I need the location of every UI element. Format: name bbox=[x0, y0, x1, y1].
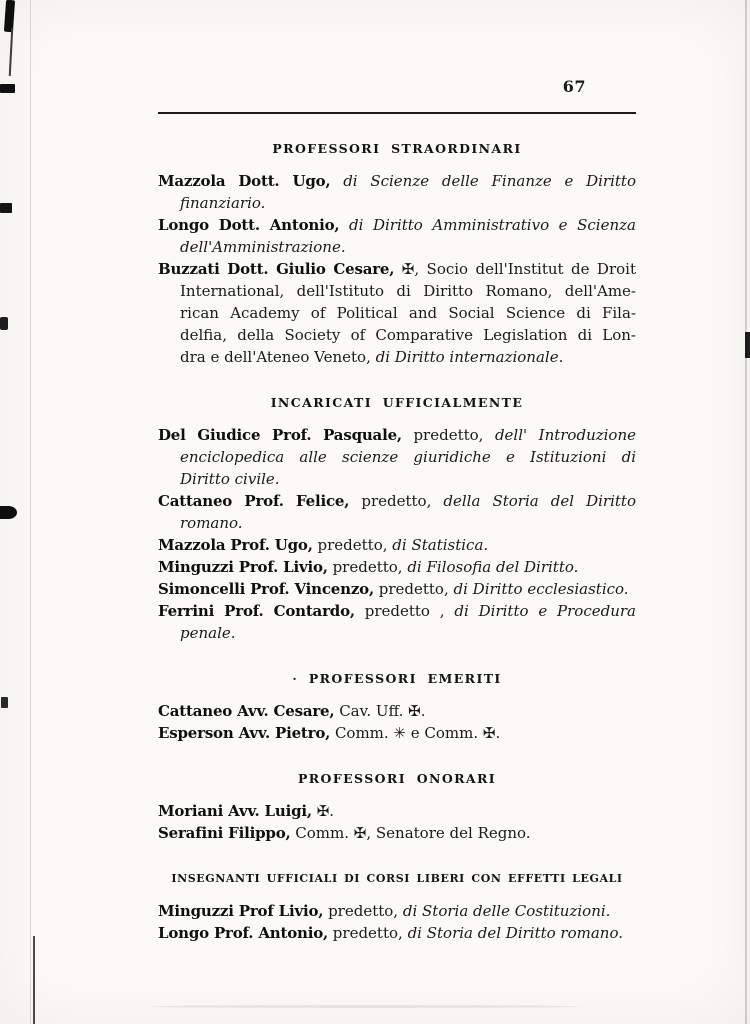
text-segment: ✠, Socio dell'Institut de Droit bbox=[394, 260, 636, 278]
margin-mark bbox=[0, 506, 17, 519]
sections bbox=[158, 141, 636, 944]
entry bbox=[158, 214, 636, 258]
entry bbox=[158, 722, 636, 744]
entry-list bbox=[158, 700, 636, 744]
text-segment: Comm. ✠, Senatore del Regno. bbox=[290, 824, 531, 842]
text-segment: Moriani Avv. Luigi, bbox=[158, 802, 312, 820]
text-segment: predetto, bbox=[312, 536, 393, 554]
ink-streak-top-left bbox=[9, 28, 14, 76]
entry bbox=[158, 600, 636, 644]
entry-line bbox=[158, 236, 636, 258]
text-segment: ✠. bbox=[311, 802, 335, 820]
entry bbox=[158, 556, 636, 578]
text-segment: Cattaneo Prof. Felice, bbox=[158, 492, 350, 510]
entry bbox=[158, 170, 636, 214]
entry-line bbox=[158, 170, 636, 192]
text-segment bbox=[330, 172, 343, 190]
text-segment: Comm. ✳ e Comm. ✠. bbox=[330, 724, 501, 742]
text-segment: delfia, della Society of Comparative Legislation di Lon- bbox=[180, 326, 636, 344]
text-segment: Longo Prof. Antonio, bbox=[158, 924, 329, 942]
text-segment: Minguzzi Prof. Livio, bbox=[158, 558, 328, 576]
section-heading: · PROFESSORI EMERITI bbox=[292, 671, 502, 686]
text-segment: Buzzati Dott. Giulio Cesare, bbox=[158, 260, 395, 278]
entry-line bbox=[158, 600, 636, 622]
entry-line bbox=[158, 922, 636, 944]
entry-line bbox=[158, 424, 636, 446]
entry-line bbox=[158, 578, 636, 600]
text-segment: Cattaneo Avv. Cesare, bbox=[158, 702, 335, 720]
margin-mark bbox=[0, 317, 8, 330]
entry-line bbox=[158, 214, 636, 236]
page-edge-line-left bbox=[30, 0, 31, 1024]
entry bbox=[158, 534, 636, 556]
entry-line bbox=[158, 490, 636, 512]
header-rule bbox=[158, 112, 636, 114]
text-segment: predetto, bbox=[401, 426, 495, 444]
section-heading: PROFESSORI ONORARI bbox=[297, 771, 497, 786]
text-segment: Esperson Avv. Pietro, bbox=[158, 724, 331, 742]
entry bbox=[158, 578, 636, 600]
text-segment: predetto, bbox=[349, 492, 444, 510]
entry-line bbox=[158, 468, 636, 490]
text-segment: di Storia delle Costituzioni. bbox=[402, 902, 611, 920]
page-number: 67 bbox=[562, 77, 586, 96]
entry-list bbox=[158, 900, 636, 944]
text-segment: dra e dell'Ateneo Veneto, bbox=[180, 348, 376, 366]
entry bbox=[158, 800, 636, 822]
entry-line bbox=[158, 302, 636, 324]
text-segment: dell'Amministrazione. bbox=[180, 238, 346, 256]
entry-line bbox=[158, 512, 636, 534]
page-edge-line-right bbox=[745, 0, 747, 1024]
entry-line bbox=[158, 534, 636, 556]
entry-list bbox=[158, 424, 636, 644]
entry bbox=[158, 822, 636, 844]
scan-smudge-bottom bbox=[150, 1005, 580, 1008]
text-segment bbox=[339, 216, 349, 234]
text-segment: penale. bbox=[180, 624, 236, 642]
entry-list bbox=[158, 170, 636, 368]
entry bbox=[158, 258, 636, 368]
text-segment: di Diritto e Procedura bbox=[454, 602, 636, 620]
text-segment: predetto, bbox=[328, 924, 408, 942]
text-segment: dell' Introduzione bbox=[494, 426, 636, 444]
text-segment: Minguzzi Prof Livio, bbox=[158, 902, 324, 920]
entry bbox=[158, 700, 636, 722]
entry bbox=[158, 922, 636, 944]
entry-line bbox=[158, 324, 636, 346]
margin-mark bbox=[1, 697, 8, 708]
text-segment: Cav. Uff. ✠. bbox=[334, 702, 426, 720]
entry-line bbox=[158, 622, 636, 644]
text-segment: di Statistica. bbox=[392, 536, 489, 554]
entry-line bbox=[158, 722, 636, 744]
entry-line bbox=[158, 700, 636, 722]
section-heading: PROFESSORI STRAORDINARI bbox=[272, 141, 522, 156]
text-segment: rican Academy of Political and Social Science di Fila- bbox=[180, 304, 636, 322]
entry-line bbox=[158, 800, 636, 822]
entry-line bbox=[158, 192, 636, 214]
text-segment: Del Giudice Prof. Pasquale, bbox=[158, 426, 402, 444]
text-segment: predetto, bbox=[323, 902, 403, 920]
text-segment: Longo Dott. Antonio, bbox=[158, 216, 340, 234]
text-segment: Mazzola Dott. Ugo, bbox=[158, 172, 331, 190]
entry-line bbox=[158, 280, 636, 302]
page-edge-line-left-bottom bbox=[33, 936, 35, 1024]
text-segment: predetto, bbox=[373, 580, 454, 598]
text-segment: della Storia del Diritto bbox=[443, 492, 636, 510]
text-segment: di Diritto ecclesiastico. bbox=[453, 580, 629, 598]
text-segment: di Diritto internazionale. bbox=[375, 348, 564, 366]
text-segment: romano. bbox=[180, 514, 243, 532]
text-segment: predetto, bbox=[327, 558, 408, 576]
text-segment: di Storia del Diritto romano. bbox=[407, 924, 623, 942]
text-segment: di Diritto Amministrativo e Scienza bbox=[348, 216, 636, 234]
text-segment: di Scienze delle Finanze e Diritto bbox=[343, 172, 636, 190]
text-segment: Diritto civile. bbox=[180, 470, 280, 488]
section-heading: INSEGNANTI UFFICIALI DI CORSI LIBERI CON EFFETTI LEGALI bbox=[171, 872, 623, 885]
entry-line bbox=[158, 900, 636, 922]
text-segment: enciclopedica alle scienze giuridiche e Istituzioni di bbox=[180, 448, 636, 466]
text-segment: Ferrini Prof. Contardo, bbox=[158, 602, 355, 620]
page-content bbox=[158, 0, 636, 944]
entry-line bbox=[158, 446, 636, 468]
text-segment: International, dell'Istituto di Diritto Romano, dell'Ame- bbox=[180, 282, 636, 300]
section-heading: INCARICATI UFFICIALMENTE bbox=[270, 395, 524, 410]
entry-line bbox=[158, 346, 636, 368]
entry-line bbox=[158, 822, 636, 844]
entry-line bbox=[158, 258, 636, 280]
ink-blot-top-left bbox=[4, 0, 15, 32]
entry-line bbox=[158, 556, 636, 578]
text-segment: Mazzola Prof. Ugo, bbox=[158, 536, 313, 554]
text-segment: di Filosofia del Diritto. bbox=[407, 558, 579, 576]
entry bbox=[158, 424, 636, 490]
margin-mark bbox=[0, 203, 12, 213]
text-segment: Serafini Filippo, bbox=[158, 824, 291, 842]
text-segment: predetto , bbox=[354, 602, 455, 620]
entry-list bbox=[158, 800, 636, 844]
margin-mark bbox=[0, 84, 15, 93]
text-segment: Simoncelli Prof. Vincenzo, bbox=[158, 580, 374, 598]
entry bbox=[158, 900, 636, 922]
text-segment: finanziario. bbox=[180, 194, 266, 212]
entry bbox=[158, 490, 636, 534]
